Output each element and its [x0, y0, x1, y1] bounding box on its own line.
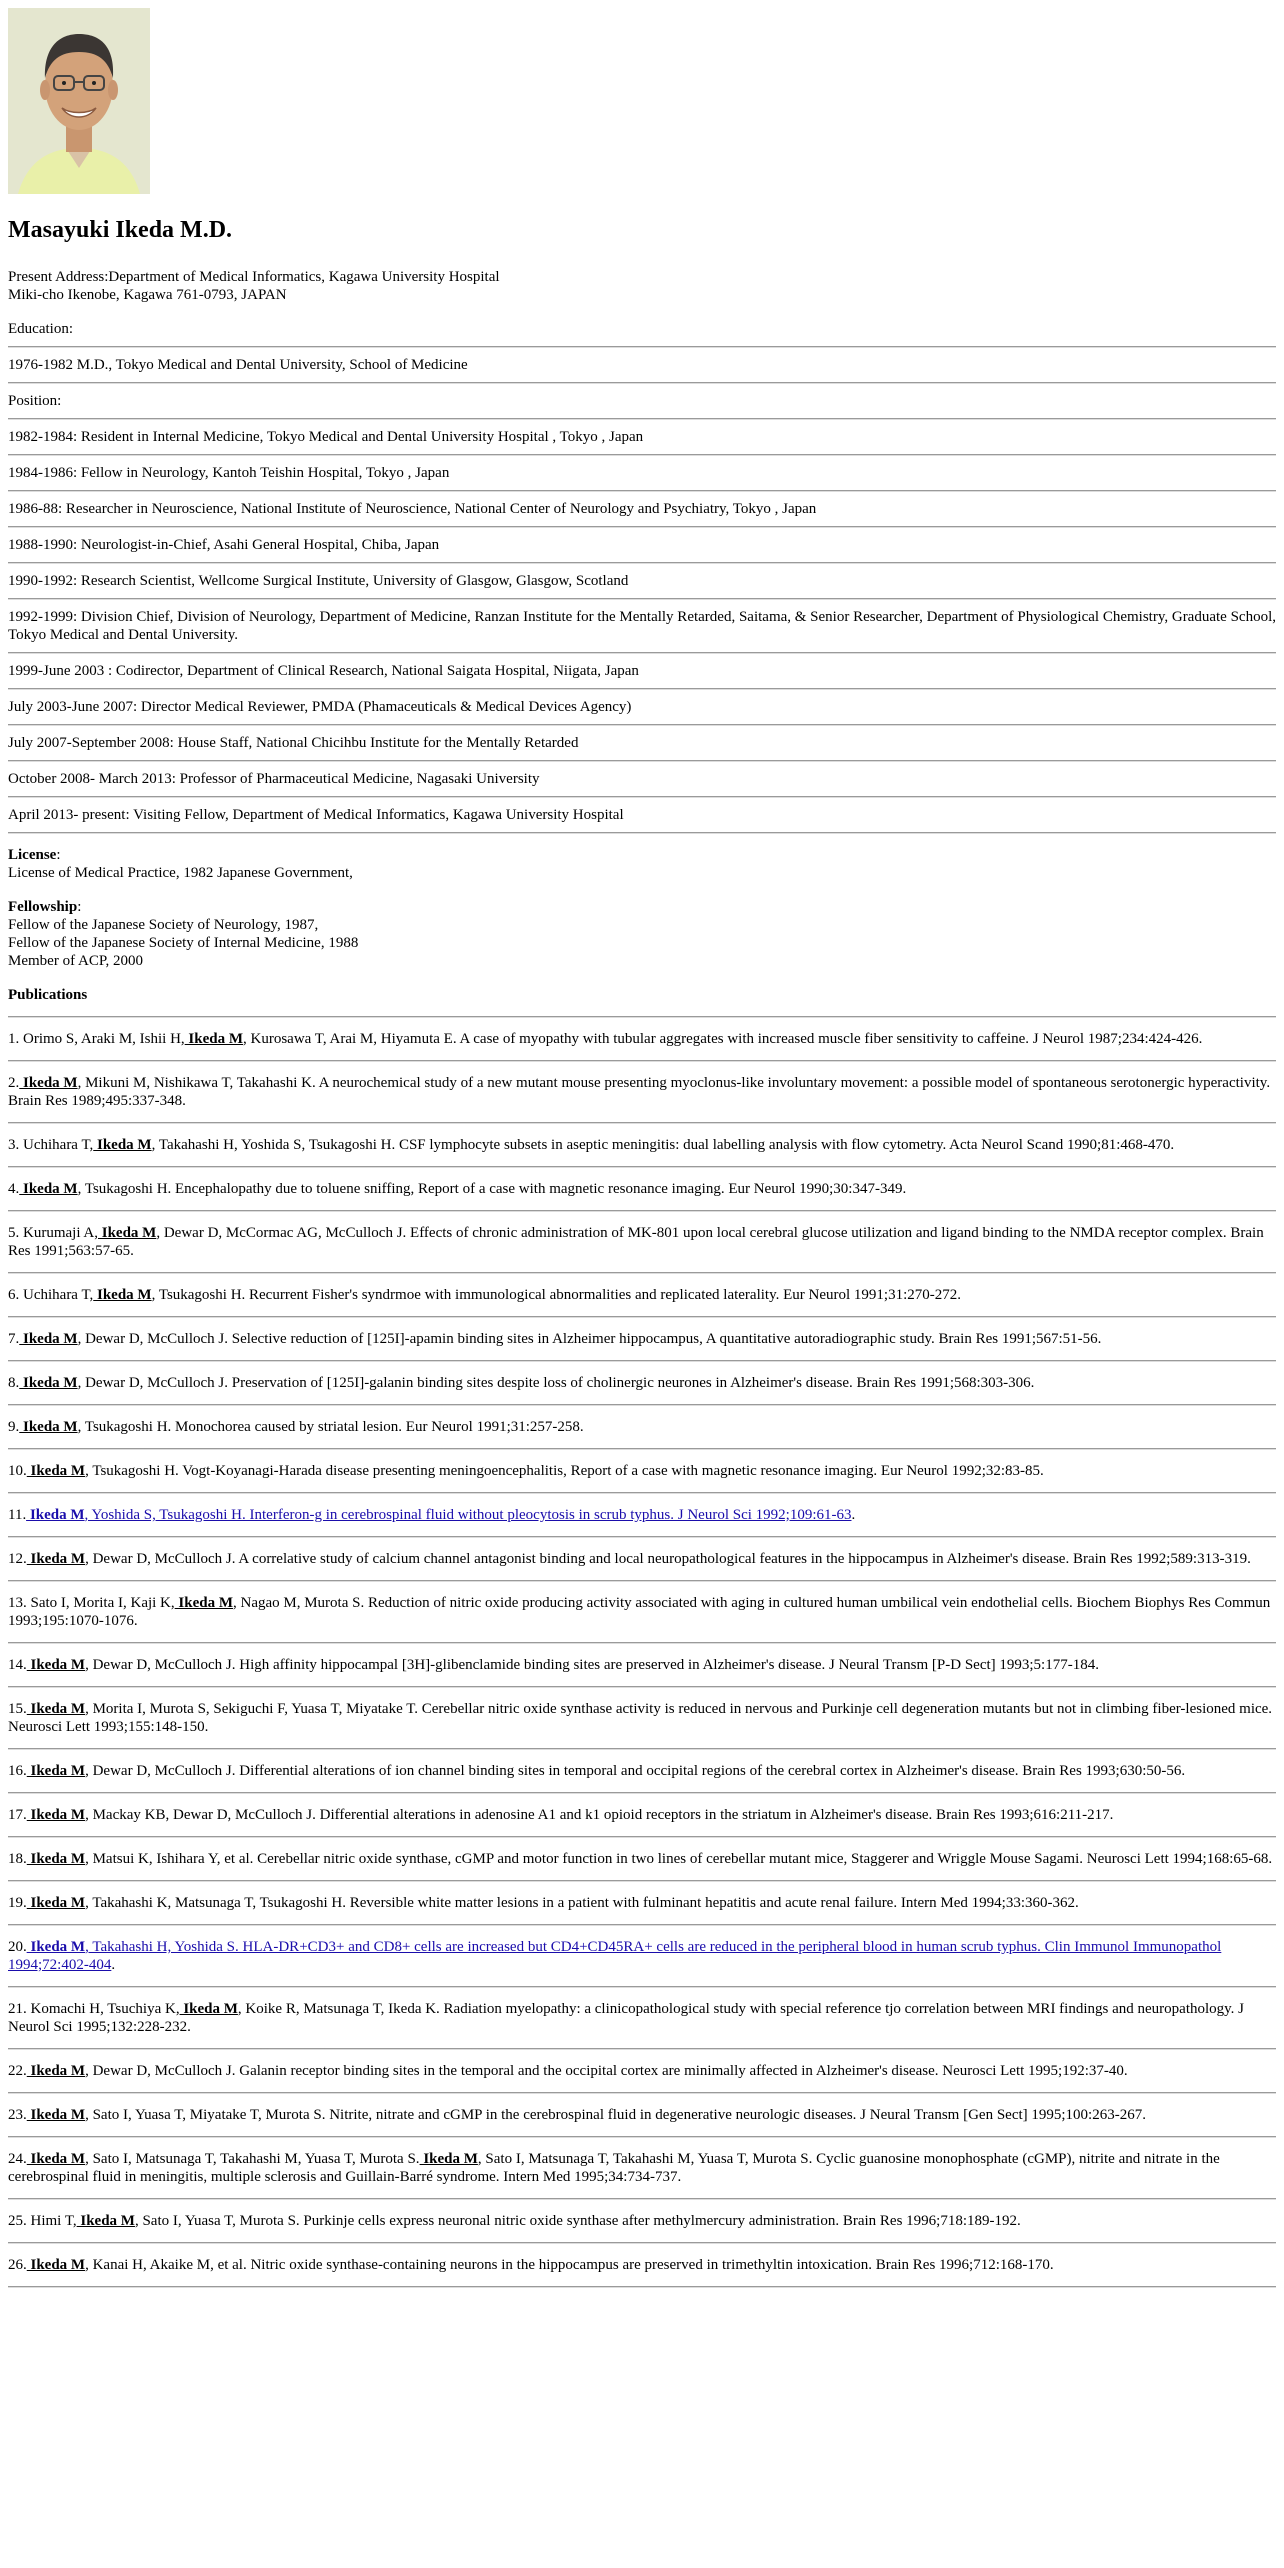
present-address	[8, 268, 1276, 304]
publication-citation: , Dewar D, McCormac AG, McCulloch J. Effects of chronic administration of MK-801 upon local cerebral glucose utilization and ligand binding to the NMDA receptor complex. Brain Res 1991;563:57-65.	[8, 1225, 1264, 1259]
publication-item	[8, 1450, 1276, 1492]
publication-number-authors: 23.	[8, 2107, 27, 2123]
publication-item	[8, 1018, 1276, 1060]
license-section	[8, 846, 1276, 882]
publication-citation: , Tsukagoshi H. Vogt-Koyanagi-Harada disease presenting meningoencephalitis, Report of a case with magnetic resonance imaging. Eur Neurol 1992;32:83-85.	[85, 1463, 1044, 1479]
fellowship-line: Member of ACP, 2000	[8, 953, 143, 969]
address-line2: Miki-cho Ikenobe, Kagawa 761-0793, JAPAN	[8, 287, 287, 303]
divider	[8, 796, 1276, 798]
publication-citation: , Tsukagoshi H. Monochorea caused by striatal lesion. Eur Neurol 1991;31:257-258.	[77, 1419, 584, 1435]
publication-citation: , Sato I, Yuasa T, Miyatake T, Murota S. Nitrite, nitrate and cGMP in the cerebrospinal fluid in degenerative neurologic diseases. J Neural Transm [Gen Sect] 1995;100:263-267.	[85, 2107, 1146, 2123]
license-text: License of Medical Practice, 1982 Japanese Government,	[8, 865, 353, 881]
publications-heading	[8, 986, 1276, 1004]
divider	[8, 454, 1276, 456]
publication-number-authors: 4.	[8, 1181, 20, 1197]
publication-citation: , Yoshida S, Tsukagoshi H. Interferon-g in cerebrospinal fluid without pleocytosis in scrub typhus. J Neurol Sci 1992;109:61-63	[84, 1507, 852, 1523]
publication-list	[8, 1018, 1276, 2288]
publication-citation: , Morita I, Murota S, Sekiguchi F, Yuasa T, Miyatake T. Cerebellar nitric oxide synthase activity is reduced in nervous and Purkinje cell degeneration mutants but not in climbing fiber-lesioned mice. Neurosci Lett 1993;155:148-150.	[8, 1701, 1273, 1735]
divider	[8, 832, 1276, 834]
address-label: Present Address:	[8, 269, 109, 285]
license-heading: License	[8, 847, 57, 863]
publication-item	[8, 1644, 1276, 1686]
publication-citation: , Kanai H, Akaike M, et al. Nitric oxide synthase-containing neurons in the hippocampus are preserved in trimethyltin intoxication. Brain Res 1996;712:168-170.	[85, 2257, 1054, 2273]
publication-citation: , Nagao M, Murota S. Reduction of nitric oxide producing activity associated with aging in cultured human umbilical vein endothelial cells. Biochem Biophys Res Commun 1993;195:1070-1076.	[8, 1595, 1271, 1629]
publication-item	[8, 1168, 1276, 1210]
publication-number-authors: 22.	[8, 2063, 27, 2079]
author-highlight: Ikeda M	[26, 1763, 86, 1779]
publication-citation: , Takahashi K, Matsunaga T, Tsukagoshi H. Reversible white matter lesions in a patient with fulminant hepatitis and acute renal failure. Intern Med 1994;33:360-362.	[85, 1895, 1079, 1911]
publication-item	[8, 1794, 1276, 1836]
publication-citation: , Takahashi H, Yoshida S, Tsukagoshi H. CSF lymphocyte subsets in aseptic meningitis: dual labelling analysis with flow cytometry. Acta Neurol Scand 1990;81:468-470.	[151, 1137, 1175, 1153]
publication-tail: .	[851, 1507, 856, 1523]
author-highlight: Ikeda M	[26, 2151, 86, 2167]
publication-citation: , Sato I, Matsunaga T, Takahashi M, Yuasa T, Murota S.	[85, 2151, 420, 2167]
position-item: 1988-1990: Neurologist-in-Chief, Asahi General Hospital, Chiba, Japan	[8, 537, 440, 553]
publication-item	[8, 2200, 1276, 2242]
publication-number-authors: 8.	[8, 1375, 20, 1391]
page-title: Masayuki Ikeda M.D.	[8, 217, 233, 243]
publication-item	[8, 1838, 1276, 1880]
author-highlight: Ikeda M	[19, 1331, 78, 1347]
publication-item	[8, 1882, 1276, 1924]
publication-number-authors: 25. Himi T,	[8, 2213, 77, 2229]
publication-item	[8, 1988, 1276, 2048]
publication-citation: , Matsui K, Ishihara Y, et al. Cerebellar nitric oxide synthase, cGMP and motor function in two lines of cerebellar mutant mice, Staggerer and Wriggle Mouse Sagami. Neurosci Lett 1994;168:65-68.	[85, 1851, 1273, 1867]
fellowship-colon: :	[77, 899, 82, 915]
publication-citation: , Sato I, Matsunaga T, Takahashi M, Yuasa T, Murota S. Cyclic guanosine monophosphate (cGMP), nitrite and nitrate in the cerebrospinal fluid in meningitis, multiple sclerosis and Guillain-Barré syndrome. Intern Med 1995;34:734-737.	[8, 2151, 1220, 2185]
publication-citation: , Kurosawa T, Arai M, Hiyamuta E. A case of myopathy with tubular aggregates with increased muscle fiber sensitivity to caffeine. J Neurol 1987;234:424-426.	[243, 1031, 1203, 1047]
author-highlight: Ikeda M	[19, 1419, 78, 1435]
author-highlight: Ikeda M	[26, 1939, 86, 1955]
publication-citation: , Mackay KB, Dewar D, McCulloch J. Differential alterations in adenosine A1 and k1 opioid receptors in the striatum in Alzheimer's disease. Brain Res 1993;616:211-217.	[85, 1807, 1114, 1823]
fellowship-section	[8, 898, 1276, 970]
fellowship-line: Fellow of the Japanese Society of Neurology, 1987,	[8, 917, 319, 933]
publication-citation: , Dewar D, McCulloch J. A correlative study of calcium channel antagonist binding and local neuropathological features in the hippocampus in Alzheimer's disease. Brain Res 1992;589:313-319.	[85, 1551, 1251, 1567]
position-item: October 2008- March 2013: Professor of Pharmaceutical Medicine, Nagasaki University	[8, 771, 540, 787]
publication-citation: , Tsukagoshi H. Recurrent Fisher's syndrmoe with immunological abnormalities and replicated laterality. Eur Neurol 1991;31:270-272.	[151, 1287, 961, 1303]
publication-number-authors: 26.	[8, 2257, 27, 2273]
publication-citation: , Takahashi H, Yoshida S. HLA-DR+CD3+ and CD8+ cells are increased but CD4+CD45RA+ cells are reduced in the peripheral blood in human scrub typhus. Clin Immunol Immunopathol 1994;72:402-404	[8, 1939, 1222, 1973]
author-highlight: Ikeda M	[419, 2151, 478, 2167]
author-highlight: Ikeda M	[93, 1137, 152, 1153]
publication-citation: , Dewar D, McCulloch J. Preservation of [125I]-galanin binding sites despite loss of cholinergic neurones in Alzheimer's disease. Brain Res 1991;568:303-306.	[77, 1375, 1035, 1391]
portrait-photo	[8, 8, 150, 194]
publication-number-authors: 18.	[8, 1851, 27, 1867]
publication-number-authors: 5. Kurumaji A,	[8, 1225, 98, 1241]
publication-item	[8, 1212, 1276, 1272]
author-highlight: Ikeda M	[19, 1181, 78, 1197]
divider	[8, 490, 1276, 492]
publication-item	[8, 1538, 1276, 1580]
publication-number-authors: 17.	[8, 1807, 27, 1823]
publications-heading-text: Publications	[8, 987, 88, 1003]
author-highlight: Ikeda M	[26, 1657, 86, 1673]
portrait-illustration	[8, 8, 150, 194]
publication-item	[8, 1582, 1276, 1642]
publication-tail: .	[111, 1957, 116, 1973]
position-item: 1986-88: Researcher in Neuroscience, National Institute of Neuroscience, National Center of Neurology and Psychiatry, Tokyo , Japan	[8, 501, 817, 517]
position-item: 1984-1986: Fellow in Neurology, Kantoh Teishin Hospital, Tokyo , Japan	[8, 465, 450, 481]
publication-link[interactable]	[8, 1939, 1221, 1973]
publication-item	[8, 2138, 1276, 2198]
publication-item	[8, 1406, 1276, 1448]
position-item: 1992-1999: Division Chief, Division of Neurology, Department of Medicine, Ranzan Institute for the Mentally Retarded, Saitama, & Senior Researcher, Department of Physiological Chemistry, Graduate School, Tokyo Medical and Dental University.	[8, 609, 1276, 643]
divider	[8, 418, 1276, 420]
author-highlight: Ikeda M	[174, 1595, 233, 1611]
divider	[8, 526, 1276, 528]
publication-item	[8, 1062, 1276, 1122]
divider	[8, 760, 1276, 762]
divider	[8, 382, 1276, 384]
publication-item	[8, 1274, 1276, 1316]
publication-number-authors: 14.	[8, 1657, 27, 1673]
publication-item	[8, 2244, 1276, 2286]
publication-item	[8, 1688, 1276, 1748]
author-highlight: Ikeda M	[184, 1031, 244, 1047]
publication-item	[8, 2050, 1276, 2092]
publication-citation: , Dewar D, McCulloch J. Differential alterations of ion channel binding sites in temporal and occipital regions of the cerebral cortex in Alzheimer's disease. Brain Res 1993;630:50-56.	[85, 1763, 1186, 1779]
divider	[8, 688, 1276, 690]
publication-number-authors: 20.	[8, 1939, 27, 1955]
publication-item[interactable]	[8, 1926, 1276, 1986]
publication-number-authors: 11.	[8, 1507, 27, 1523]
author-highlight: Ikeda M	[26, 1551, 86, 1567]
author-highlight: Ikeda M	[179, 2001, 238, 2017]
publication-item	[8, 2094, 1276, 2136]
divider	[8, 598, 1276, 600]
publication-number-authors: 1. Orimo S, Araki M, Ishii H,	[8, 1031, 185, 1047]
education-item: 1976-1982 M.D., Tokyo Medical and Dental University, School of Medicine	[8, 357, 468, 373]
publication-link[interactable]	[26, 1507, 851, 1523]
author-highlight: Ikeda M	[26, 1851, 86, 1867]
divider	[8, 724, 1276, 726]
position-list	[8, 428, 1276, 834]
author-highlight: Ikeda M	[19, 1375, 78, 1391]
position-item: April 2013- present: Visiting Fellow, Department of Medical Informatics, Kagawa University Hospital	[8, 807, 624, 823]
position-item: July 2007-September 2008: House Staff, National Chicihbu Institute for the Mentally Retarded	[8, 735, 579, 751]
author-highlight: Ikeda M	[26, 2107, 86, 2123]
publication-citation: , Dewar D, McCulloch J. Selective reduction of [125I]-apamin binding sites in Alzheimer hippocampus, A quantitative autoradiographic study. Brain Res 1991;567:51-56.	[77, 1331, 1102, 1347]
fellowship-line: Fellow of the Japanese Society of Internal Medicine, 1988	[8, 935, 359, 951]
author-highlight: Ikeda M	[93, 1287, 152, 1303]
publication-number-authors: 19.	[8, 1895, 27, 1911]
publication-number-authors: 9.	[8, 1419, 20, 1435]
author-highlight: Ikeda M	[26, 2063, 86, 2079]
position-item: July 2003-June 2007: Director Medical Reviewer, PMDA (Phamaceuticals & Medical Devices Agency)	[8, 699, 632, 715]
publication-number-authors: 2.	[8, 1075, 20, 1091]
publication-number-authors: 6. Uchihara T,	[8, 1287, 94, 1303]
position-item: 1999-June 2003 : Codirector, Department of Clinical Research, National Saigata Hospital, Niigata, Japan	[8, 663, 639, 679]
publication-number-authors: 7.	[8, 1331, 20, 1347]
publication-item	[8, 1362, 1276, 1404]
author-highlight: Ikeda M	[26, 1895, 86, 1911]
fellowship-heading: Fellowship	[8, 899, 78, 915]
author-highlight: Ikeda M	[26, 1701, 86, 1717]
author-highlight: Ikeda M	[19, 1075, 78, 1091]
author-highlight: Ikeda M	[26, 2257, 86, 2273]
publication-citation: , Koike R, Matsunaga T, Ikeda K. Radiation myelopathy: a clinicopathological study with special reference tjo correlation between MRI findings and neuropathology. J Neurol Sci 1995;132:228-232.	[8, 2001, 1245, 2035]
divider	[8, 652, 1276, 654]
publication-number-authors: 12.	[8, 1551, 27, 1567]
address-line1: Department of Medical Informatics, Kagawa University Hospital	[108, 269, 500, 285]
publication-number-authors: 24.	[8, 2151, 27, 2167]
publication-number-authors: 21. Komachi H, Tsuchiya K,	[8, 2001, 180, 2017]
publication-number-authors: 13. Sato I, Morita I, Kaji K,	[8, 1595, 175, 1611]
publication-citation: , Dewar D, McCulloch J. High affinity hippocampal [3H]-glibenclamide binding sites are preserved in Alzheimer's disease. J Neural Transm [P-D Sect] 1993;5:177-184.	[85, 1657, 1099, 1673]
license-colon: :	[56, 847, 61, 863]
publication-item	[8, 1318, 1276, 1360]
author-highlight: Ikeda M	[26, 1463, 86, 1479]
publication-citation: , Mikuni M, Nishikawa T, Takahashi K. A neurochemical study of a new mutant mouse presenting myoclonus-like involuntary movement: a possible model of spontaneous serotonergic hyperactivity. Brain Res 1989;495:337-348.	[8, 1075, 1271, 1109]
publication-item	[8, 1750, 1276, 1792]
author-highlight: Ikeda M	[98, 1225, 157, 1241]
position-item: 1990-1992: Research Scientist, Wellcome Surgical Institute, University of Glasgow, Glasgow, Scotland	[8, 573, 629, 589]
position-heading: Position:	[8, 393, 62, 409]
publication-item	[8, 1124, 1276, 1166]
publication-citation: , Tsukagoshi H. Encephalopathy due to toluene sniffing, Report of a case with magnetic resonance imaging. Eur Neurol 1990;30:347-349.	[77, 1181, 907, 1197]
author-highlight: Ikeda M	[26, 1507, 85, 1523]
divider	[8, 2286, 1276, 2288]
author-highlight: Ikeda M	[76, 2213, 135, 2229]
education-heading: Education:	[8, 321, 73, 337]
publication-number-authors: 10.	[8, 1463, 27, 1479]
publication-number-authors: 3. Uchihara T,	[8, 1137, 94, 1153]
position-item: 1982-1984: Resident in Internal Medicine, Tokyo Medical and Dental University Hospital , Tokyo , Japan	[8, 429, 644, 445]
author-highlight: Ikeda M	[26, 1807, 86, 1823]
publication-number-authors: 16.	[8, 1763, 27, 1779]
divider	[8, 562, 1276, 564]
publication-item[interactable]	[8, 1494, 1276, 1536]
publication-number-authors: 15.	[8, 1701, 27, 1717]
divider	[8, 346, 1276, 348]
publication-citation: , Sato I, Yuasa T, Murota S. Purkinje cells express neuronal nitric oxide synthase after methylmercury administration. Brain Res 1996;718:189-192.	[134, 2213, 1021, 2229]
publication-citation: , Dewar D, McCulloch J. Galanin receptor binding sites in the temporal and the occipital cortex are minimally affected in Alzheimer's disease. Neurosci Lett 1995;192:37-40.	[85, 2063, 1128, 2079]
